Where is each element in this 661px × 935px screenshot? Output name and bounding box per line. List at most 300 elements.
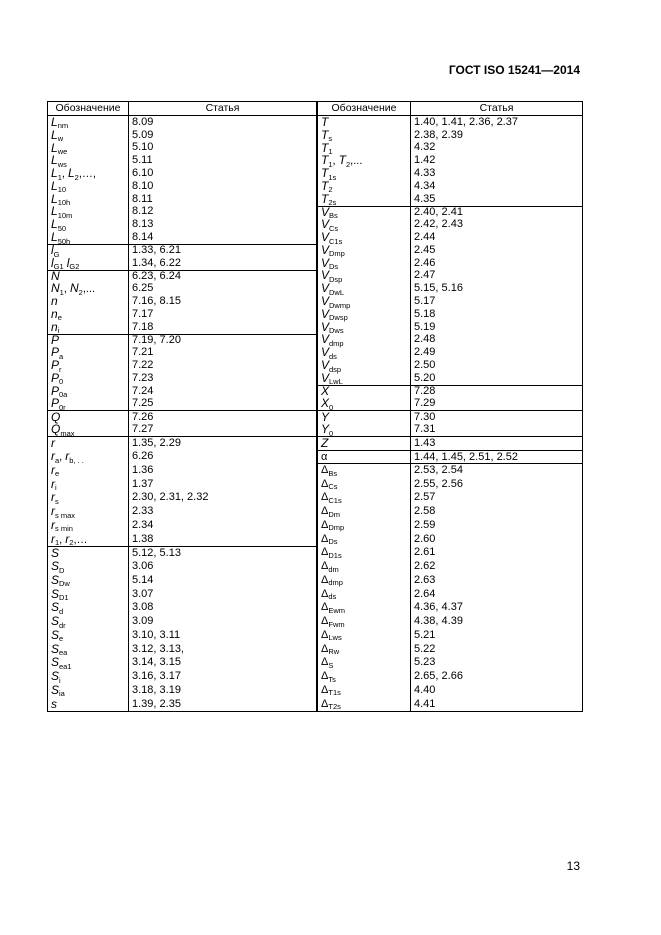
symbol-cell xyxy=(318,204,411,221)
symbol-subscript: S xyxy=(328,660,334,670)
article-cell: 1.39, 2.35 xyxy=(132,697,181,710)
symbol-subscript: 2 xyxy=(69,538,74,548)
table-row xyxy=(48,683,316,697)
symbol-cell xyxy=(48,295,129,308)
symbol-cell xyxy=(318,334,411,347)
symbol-cell xyxy=(48,129,129,142)
symbol xyxy=(321,465,337,476)
symbol xyxy=(51,397,66,410)
symbol-subscript: dm xyxy=(328,564,339,574)
table-row xyxy=(48,308,316,321)
table-row xyxy=(48,154,316,167)
table-row xyxy=(318,436,582,450)
symbol-letter: r xyxy=(65,449,70,464)
symbol xyxy=(321,452,327,463)
table-row xyxy=(48,573,316,587)
symbol-letter: P xyxy=(51,396,60,411)
symbol-subscript: D1 xyxy=(59,593,69,603)
table-row xyxy=(48,385,316,398)
symbol-subscript: G2 xyxy=(69,262,80,272)
table-row xyxy=(318,587,582,601)
column-header-symbol: Обозначение xyxy=(318,102,411,115)
symbol-letter: r xyxy=(65,531,70,546)
table-row xyxy=(48,491,316,505)
table-row xyxy=(318,308,582,321)
symbol-cell xyxy=(318,464,411,477)
article-cell: 7.26 xyxy=(132,410,154,423)
article-cell: 5.20 xyxy=(414,371,436,384)
table-row xyxy=(318,398,582,411)
symbol-cell xyxy=(48,282,129,295)
article-cell: 7.23 xyxy=(132,371,154,384)
article-cell: 7.21 xyxy=(132,346,154,359)
table-row xyxy=(318,423,582,436)
table-row xyxy=(318,491,582,505)
table-row xyxy=(48,436,316,450)
symbol-subscript: dr xyxy=(59,620,66,630)
symbol-letter: V xyxy=(321,242,330,257)
table-row xyxy=(318,477,582,491)
article-cell: 1.37 xyxy=(132,477,154,490)
symbol xyxy=(321,492,342,503)
table-row xyxy=(48,231,316,244)
symbol-subscript: 10h xyxy=(57,198,71,208)
table-row xyxy=(318,450,582,464)
table-row xyxy=(48,450,316,464)
symbol-cell xyxy=(318,423,411,436)
article-cell: 6.23, 6.24 xyxy=(132,269,181,282)
article-cell: 7.27 xyxy=(132,423,154,436)
symbol-subscript: Dmp xyxy=(328,523,345,533)
symbol-letter: S xyxy=(51,600,60,615)
table-row xyxy=(48,167,316,180)
symbol-cell xyxy=(48,346,129,359)
table-row xyxy=(48,656,316,670)
symbol xyxy=(321,657,333,668)
symbol-letter: Δ xyxy=(321,573,329,586)
symbol-cell xyxy=(318,282,411,295)
table-row xyxy=(48,218,316,231)
symbol-letter: , xyxy=(63,283,70,296)
table-row xyxy=(318,628,582,642)
table-row xyxy=(48,334,316,347)
article-cell: 3.09 xyxy=(132,615,154,628)
symbol-cell xyxy=(48,642,129,656)
symbol-cell xyxy=(318,386,411,398)
article-cell: 1.35, 2.29 xyxy=(132,436,181,449)
symbol xyxy=(51,656,72,669)
table-row xyxy=(48,372,316,385)
symbol-subscript: C1s xyxy=(328,495,342,505)
symbol-subscript: dmp xyxy=(329,338,344,348)
article-cell: 7.30 xyxy=(414,410,436,423)
article-cell: 2.40, 2.41 xyxy=(414,205,463,218)
table-row xyxy=(318,321,582,334)
symbol-subscript: a xyxy=(59,351,64,361)
table-row xyxy=(48,423,316,436)
symbol-letter: S xyxy=(51,545,60,560)
symbol-cell xyxy=(318,167,411,180)
table-row xyxy=(48,142,316,155)
table-row xyxy=(318,505,582,519)
symbol-subscript: 1 xyxy=(55,538,60,548)
table-row xyxy=(48,295,316,308)
symbol-letter: X xyxy=(321,384,330,399)
article-cell: 5.10 xyxy=(132,141,154,154)
symbol-letter: T xyxy=(321,191,329,206)
symbol-letter: P xyxy=(51,345,60,360)
symbol-letter: , xyxy=(59,451,66,464)
symbol-cell xyxy=(318,231,411,244)
symbol-subscript: LwL xyxy=(329,377,343,387)
symbol-letter: N xyxy=(69,281,79,296)
table-row xyxy=(318,257,582,270)
article-cell: 5.18 xyxy=(414,307,436,320)
symbol-subscript: Bs xyxy=(329,211,338,221)
symbol-letter: ,… xyxy=(73,533,88,546)
table-row xyxy=(318,116,582,129)
symbol xyxy=(321,534,338,545)
symbol-subscript: 0 xyxy=(59,377,64,387)
symbol-letter: , xyxy=(61,168,68,181)
symbol-letter: L xyxy=(51,140,58,155)
table-row xyxy=(318,518,582,532)
symbol-letter: S xyxy=(51,627,60,642)
article-cell: 2.64 xyxy=(414,587,436,600)
symbol-letter: Q xyxy=(51,422,61,437)
symbol-subscript: Dw xyxy=(59,579,70,589)
symbol-subscript: ea xyxy=(59,648,68,658)
column-header-article: Статья xyxy=(205,102,240,115)
table-row xyxy=(48,180,316,193)
symbol-subscript: ds xyxy=(328,592,337,602)
symbol-letter: n xyxy=(51,294,58,309)
article-cell: 2.30, 2.31, 2.32 xyxy=(132,491,209,504)
symbol-cell xyxy=(318,129,411,142)
table-row xyxy=(318,218,582,231)
symbol-subscript: DwL xyxy=(329,287,345,297)
article-cell: 5.22 xyxy=(414,642,436,655)
symbol-cell xyxy=(318,518,411,532)
table-row xyxy=(48,518,316,532)
symbol-cell xyxy=(48,154,129,167)
symbol xyxy=(321,193,336,206)
article-cell: 1.43 xyxy=(414,436,436,449)
symbol-subscript: Dwmp xyxy=(329,300,351,310)
symbol-letter: Δ xyxy=(321,587,329,600)
symbol-letter: P xyxy=(51,383,60,398)
symbol-subscript: Dm xyxy=(328,509,341,519)
symbol xyxy=(51,560,64,573)
symbol xyxy=(321,437,328,450)
symbol-cell xyxy=(318,587,411,601)
table-row xyxy=(318,532,582,546)
symbol-letter: Δ xyxy=(321,670,329,683)
symbol-letter: L xyxy=(51,217,58,232)
symbol-letter: S xyxy=(51,614,60,629)
symbol-letter: ,…, xyxy=(78,168,96,181)
symbol xyxy=(51,423,75,436)
table-row xyxy=(48,244,316,257)
symbol xyxy=(51,670,61,683)
table-row xyxy=(48,560,316,574)
symbol xyxy=(51,588,69,601)
symbol-subscript: 2 xyxy=(328,185,333,195)
symbol-subscript: s max xyxy=(55,510,76,520)
symbol-letter: S xyxy=(51,682,60,697)
table-row xyxy=(48,546,316,560)
symbol-cell xyxy=(48,167,129,180)
symbol xyxy=(51,505,75,518)
article-cell: 2.53, 2.54 xyxy=(414,464,463,477)
symbol-cell xyxy=(318,295,411,308)
symbol xyxy=(51,167,96,180)
symbol-cell xyxy=(318,628,411,642)
article-cell: 4.41 xyxy=(414,697,436,710)
symbol-letter: Δ xyxy=(321,656,329,669)
symbol-subscript: 0r xyxy=(59,402,66,412)
symbol-letter: Δ xyxy=(321,505,329,518)
symbol-cell xyxy=(48,332,129,347)
article-cell: 5.12, 5.13 xyxy=(132,546,181,559)
table-row xyxy=(318,206,582,219)
symbol-cell xyxy=(318,697,411,711)
table-row xyxy=(48,270,316,283)
article-cell: 7.31 xyxy=(414,423,436,436)
symbol-letter: Δ xyxy=(321,615,329,628)
table-row xyxy=(318,180,582,193)
symbol-cell xyxy=(48,245,129,257)
symbol-cell xyxy=(318,656,411,670)
symbol-subscript: 10m xyxy=(57,210,73,220)
symbol xyxy=(51,321,59,334)
symbol-cell xyxy=(318,683,411,697)
symbol-letter: Δ xyxy=(321,546,329,559)
index-table-left xyxy=(47,101,317,712)
symbol-subscript: we xyxy=(57,147,68,156)
symbol-cell xyxy=(48,398,129,411)
symbol-cell xyxy=(48,218,129,231)
symbol-cell xyxy=(48,560,129,574)
symbol-letter: L xyxy=(51,166,58,181)
symbol-cell xyxy=(48,193,129,206)
article-cell: 6.10 xyxy=(132,167,154,180)
symbol-letter: S xyxy=(51,572,60,587)
symbol-cell xyxy=(318,218,411,231)
table-row xyxy=(318,167,582,180)
table-row xyxy=(318,697,582,711)
article-cell: 7.24 xyxy=(132,384,154,397)
symbol xyxy=(321,561,339,572)
symbol-letter: V xyxy=(321,319,330,334)
article-cell: 6.26 xyxy=(132,450,154,463)
table-row xyxy=(318,193,582,206)
symbol-cell xyxy=(48,477,129,491)
table-row xyxy=(48,359,316,372)
symbol-cell xyxy=(48,615,129,629)
symbol-letter: Δ xyxy=(321,697,329,710)
article-cell: 4.32 xyxy=(414,141,436,154)
symbol xyxy=(321,671,336,682)
symbol-subscript: C1s xyxy=(329,236,343,246)
symbol-letter: S xyxy=(51,641,60,656)
table-row xyxy=(48,346,316,359)
symbol xyxy=(321,479,338,490)
article-cell: 4.33 xyxy=(414,167,436,180)
symbol-cell xyxy=(48,573,129,587)
symbol-subscript: ea1 xyxy=(59,661,72,671)
symbol-cell xyxy=(318,116,411,129)
table-row xyxy=(318,385,582,398)
article-cell: 2.45 xyxy=(414,243,436,256)
symbol-letter: Δ xyxy=(321,518,329,531)
symbol-subscript: Cs xyxy=(329,223,339,233)
table-row xyxy=(318,560,582,574)
column-header-symbol: Обозначение xyxy=(48,102,129,115)
table-row xyxy=(318,231,582,244)
symbol-letter: ,... xyxy=(82,283,96,296)
symbol-subscript: Dws xyxy=(329,326,344,336)
symbol-subscript: G1 xyxy=(53,262,64,272)
symbol-subscript: 2 xyxy=(78,287,83,297)
symbol-cell xyxy=(48,491,129,505)
table-row xyxy=(48,321,316,334)
symbol-letter: n xyxy=(51,319,58,334)
table-row xyxy=(318,615,582,629)
symbol-subscript: 2 xyxy=(345,159,351,169)
table-row xyxy=(48,206,316,219)
symbol-cell xyxy=(318,477,411,491)
symbol-cell xyxy=(48,142,129,155)
symbol-subscript: s xyxy=(328,134,333,144)
article-cell: 5.15, 5.16 xyxy=(414,282,463,295)
symbol xyxy=(51,615,66,628)
symbol xyxy=(51,464,59,477)
table-row xyxy=(48,193,316,206)
article-cell: 1.33, 6.21 xyxy=(132,244,181,257)
symbol xyxy=(321,616,345,627)
symbol xyxy=(321,602,345,613)
symbol-cell xyxy=(318,615,411,629)
symbol-cell xyxy=(318,346,411,359)
symbol-subscript: Dmp xyxy=(329,249,345,259)
symbol-subscript: r xyxy=(59,364,62,374)
article-cell: 3.08 xyxy=(132,601,154,614)
symbol-subscript: 0 xyxy=(329,402,334,412)
table-header-row xyxy=(48,102,316,116)
symbol-cell xyxy=(48,268,129,283)
symbol-cell xyxy=(48,601,129,615)
symbol-cell xyxy=(318,193,411,206)
symbol-cell xyxy=(48,206,129,219)
symbol-letter: l xyxy=(51,243,54,258)
article-cell: 1.38 xyxy=(132,532,154,545)
symbol-cell xyxy=(48,587,129,601)
article-cell: 5.09 xyxy=(132,128,154,141)
symbol-letter: V xyxy=(321,281,330,296)
symbol-cell xyxy=(48,683,129,697)
symbol-letter: V xyxy=(321,204,330,219)
symbol-subscript: ds xyxy=(329,351,337,361)
symbol-letter: P xyxy=(51,358,60,373)
symbol-subscript: s min xyxy=(55,524,73,534)
article-cell: 2.59 xyxy=(414,518,436,531)
symbol xyxy=(321,154,362,167)
article-cell: 1.36 xyxy=(132,463,154,476)
symbol xyxy=(321,423,333,436)
symbol-cell xyxy=(48,437,129,450)
article-cell: 7.17 xyxy=(132,307,154,320)
table-row xyxy=(318,295,582,308)
symbol-cell xyxy=(318,670,411,684)
symbol-subscript: 0 xyxy=(329,428,334,438)
symbol xyxy=(321,575,343,586)
article-cell: 1.40, 1.41, 2.36, 2.37 xyxy=(414,115,518,128)
symbol-subscript: Dsp xyxy=(329,274,343,284)
symbol-letter: r xyxy=(51,490,55,505)
table-row xyxy=(318,573,582,587)
symbol-subscript: 1 xyxy=(328,147,333,156)
symbol-cell xyxy=(48,231,129,244)
table-row xyxy=(48,282,316,295)
symbol-letter: r xyxy=(51,462,55,477)
article-cell: 3.16, 3.17 xyxy=(132,670,181,683)
article-cell: 5.11 xyxy=(132,154,153,167)
symbol-subscript: 2 xyxy=(74,172,79,182)
table-row xyxy=(318,642,582,656)
symbol-subscript: dsp xyxy=(329,364,342,374)
article-cell: 2.48 xyxy=(414,333,436,346)
symbol-letter: r xyxy=(51,449,55,464)
symbol-cell xyxy=(318,321,411,334)
symbol-cell xyxy=(48,450,129,464)
table-row xyxy=(48,642,316,656)
symbol-letter: α xyxy=(321,450,328,463)
symbol xyxy=(321,547,342,558)
symbol-cell xyxy=(318,437,411,450)
symbol-letter: Q xyxy=(51,409,61,424)
article-cell: 5.21 xyxy=(414,628,436,641)
symbol-letter: T xyxy=(321,153,329,168)
symbol-subscript: Ewm xyxy=(328,605,346,615)
article-cell: 5.17 xyxy=(414,295,436,308)
article-cell: 3.18, 3.19 xyxy=(132,683,181,696)
symbol xyxy=(51,478,57,491)
table-row xyxy=(318,129,582,142)
table-row xyxy=(48,697,316,711)
symbol-subscript: 50h xyxy=(57,236,71,246)
table-row xyxy=(48,587,316,601)
article-cell: 3.12, 3.13, xyxy=(132,642,184,655)
article-cell: 2.55, 2.56 xyxy=(414,477,463,490)
symbol-letter: l xyxy=(51,255,54,270)
symbol-subscript: Ds xyxy=(329,262,339,272)
symbol-letter: r xyxy=(51,517,55,532)
symbol-cell xyxy=(318,573,411,587)
symbol-cell xyxy=(318,560,411,574)
article-cell: 2.44 xyxy=(414,231,436,244)
symbol-letter: S xyxy=(51,669,60,684)
table-row xyxy=(318,334,582,347)
symbol xyxy=(321,630,342,641)
symbol-subscript: i xyxy=(59,675,61,685)
article-cell: 2.57 xyxy=(414,491,436,504)
symbol-subscript: Rw xyxy=(328,647,340,657)
symbol-letter: Δ xyxy=(321,683,329,696)
symbol xyxy=(51,547,59,560)
article-cell: 2.62 xyxy=(414,560,436,573)
symbol-cell xyxy=(48,656,129,670)
